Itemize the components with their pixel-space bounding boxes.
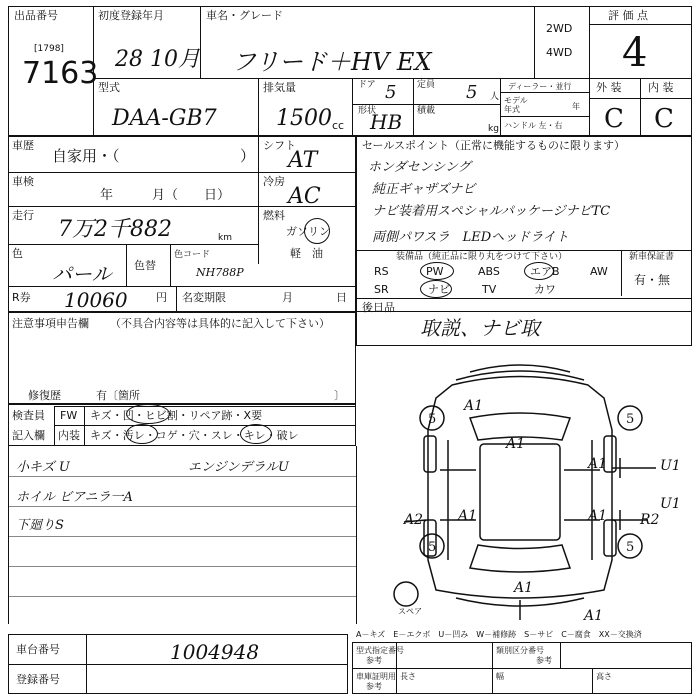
name-label: 車名・グレード (206, 9, 283, 22)
model-value: DAA-GB7 (112, 106, 217, 131)
lot-label: 出品番号 (14, 9, 58, 22)
fuel-label: 燃料 (263, 209, 285, 222)
fw-items: キズ・凹・ヒビ割・リペア跡・X要 (90, 409, 263, 422)
frame-label: 車台番号 (16, 643, 60, 656)
history-label: 車歴 (12, 139, 34, 152)
dmg-mark-a1-front: A1 (464, 398, 484, 414)
sales-line-4: 両側パワスラ LEDヘッドライト (372, 230, 569, 245)
notes-title: 注意事項申告欄 (12, 317, 89, 330)
equip-pw: PW (426, 265, 444, 278)
equip-tv: TV (482, 283, 497, 296)
sales-line-2: 純正ギャザズナビ (372, 182, 476, 197)
reg-value: 28 10月 (115, 47, 200, 72)
cap-label: 定員 (417, 80, 436, 90)
score-value: 4 (622, 30, 648, 76)
registration-label: 登録番号 (16, 673, 60, 686)
cap-unit: 人 (490, 92, 500, 102)
cert-label: 型式指定番号 (356, 646, 404, 655)
recycle-unit: 円 (156, 291, 167, 304)
equip-kawa: カワ (534, 283, 556, 296)
footer-divider-2 (492, 642, 493, 694)
notes-sub: （不具合内容等は具体的に記入して下さい） (110, 317, 330, 330)
repair-close: 〕 (334, 389, 345, 402)
equip-rs: RS (374, 265, 389, 278)
inspector-label-1: 検査員 (12, 409, 45, 422)
name-value: フリード＋HV EX (232, 48, 432, 76)
model-year-label: モデル年式 (504, 96, 528, 114)
dmg-mark-a1-right-rear: A1 (588, 508, 608, 524)
ac-value: AC (288, 184, 321, 209)
after-label: 後日品 (362, 301, 395, 314)
int-items-label: 内装 (58, 429, 80, 442)
fuel-gas: ガソリン (286, 225, 330, 238)
lot-sub: [1798] (34, 44, 64, 54)
ext-value: C (604, 104, 624, 134)
tire-mark-fr: 5 (626, 412, 635, 427)
dmg-mark-r2-right: R2 (640, 512, 660, 528)
disp-value: 1500 (276, 106, 332, 131)
score-label: 評 価 点 (608, 9, 648, 22)
dealer-label: ディーラー・並行 (508, 82, 572, 91)
hw-note-1: 小キズ U (16, 460, 70, 475)
cert-sub: 参考 (366, 656, 382, 665)
car-cert-sub: 参考 (366, 682, 382, 691)
footer-divider-3 (560, 642, 561, 668)
disp-label: 排気量 (263, 81, 296, 94)
color-value: パール (52, 262, 112, 286)
recycle-label: R券 (12, 291, 31, 304)
tire-mark-rr: 5 (626, 540, 635, 555)
int-label: 内 装 (648, 81, 674, 94)
mileage-value: 7万2千882 (58, 217, 172, 242)
color-code-value: NH788P (196, 266, 244, 279)
shape-value: HB (370, 110, 403, 134)
int-value: C (654, 104, 674, 134)
dmg-mark-u1-right-rear: U1 (660, 496, 681, 512)
width-label: 幅 (496, 672, 504, 681)
recycle-value: 10060 (64, 288, 128, 312)
equip-airb: エアB (530, 265, 560, 278)
repair-value: 有〔箇所 (96, 389, 140, 402)
load-label: 積載 (417, 106, 436, 116)
frame-value: 1004948 (170, 640, 260, 664)
inspection-label: 車検 (12, 175, 34, 188)
history-close: ） (240, 147, 256, 165)
equip-navi: ナビ (428, 283, 450, 296)
shift-label: シフト (263, 139, 296, 152)
length-label: 長さ (400, 672, 416, 681)
equip-sr: SR (374, 283, 389, 296)
hw-note-2: ホイル ビアニラ一A (16, 490, 133, 505)
disp-unit: cc (332, 119, 345, 132)
dmg-mark-a1-right-front: A1 (588, 456, 608, 472)
cap-value: 5 (466, 82, 478, 103)
new-car-value: 有・無 (634, 273, 671, 287)
name-change-month: 月 (282, 291, 293, 304)
load-unit: kg (488, 124, 499, 134)
spare-label: スペア (398, 607, 422, 616)
drive-2wd: 2WD (546, 22, 573, 35)
fw-label: FW (60, 409, 78, 422)
int-items: キズ・汚レ・コゲ・穴・スレ・キレ・破レ (90, 429, 299, 442)
dmg-mark-a1-rear: A1 (514, 580, 534, 596)
ext-label: 外 装 (596, 81, 622, 94)
door-label: ドア (358, 80, 376, 90)
footer-divider-4 (592, 668, 593, 694)
inspection-text: 年 月（ 日） (100, 188, 231, 203)
frame-mid-line (8, 664, 348, 665)
dmg-mark-u1-right-front: U1 (660, 458, 681, 474)
model-label: 型式 (98, 81, 120, 94)
tire-mark-rl: 5 (428, 540, 437, 555)
reg-label: 初度登録年月 (98, 9, 164, 22)
inspector-label-2: 記入欄 (12, 429, 45, 442)
mileage-unit: km (218, 233, 232, 243)
new-car-label: 新車保証書 (629, 252, 675, 262)
sales-title: セールスポイント（正常に機能するものに限ります） (362, 139, 626, 152)
history-value: 自家用・（ (52, 147, 120, 165)
name-change-label: 名変期限 (182, 291, 226, 304)
class-sub: 参考 (536, 656, 552, 665)
ac-label: 冷房 (263, 175, 285, 188)
sales-line-3: ナビ装着用スペシャルパッケージナビTC (372, 204, 611, 219)
equip-abs: ABS (478, 265, 500, 278)
hw-note-4: エンジンデラルU (188, 460, 289, 475)
color-label: 色 (12, 247, 23, 260)
mileage-label: 走行 (12, 209, 34, 222)
car-cert-label: 車庫証明用 (356, 672, 396, 681)
shape-label: 形状 (358, 106, 377, 116)
year-unit: 年 (572, 102, 580, 111)
class-label: 類別区分番号 (496, 646, 544, 655)
fuel-light: 軽 油 (290, 247, 323, 260)
tire-mark-fl: 5 (428, 412, 437, 427)
hw-note-3: 下廻りS (16, 518, 64, 533)
drive-4wd: 4WD (546, 46, 573, 59)
sales-line-1: ホンダセンシング (368, 160, 471, 175)
dmg-mark-a1-left-rear: A1 (458, 508, 478, 524)
color-code-label: 色コード (174, 250, 211, 260)
name-change-day: 日 (336, 291, 347, 304)
color-change-label: 色替 (134, 259, 156, 272)
shift-value: AT (288, 148, 318, 173)
repair-label: 修復歴 (28, 389, 61, 402)
footer-mid-line (352, 668, 692, 669)
handle-label: ハンドル 左・右 (504, 121, 563, 130)
dmg-mark-a2-left: A2 (404, 512, 424, 528)
after-value: 取説、ナビ取 (420, 316, 540, 340)
legend: A－キズ E－エクボ U－凹み W－補修跡 S－サビ C－腐食 XX－交換済 (356, 630, 642, 639)
door-value: 5 (385, 82, 397, 103)
dmg-mark-a1-bottom: A1 (584, 608, 604, 624)
frame-divider (86, 634, 87, 694)
equip-title: 装備品（純正品に限り丸をつけて下さい） (396, 252, 568, 262)
height-label: 高さ (596, 672, 612, 681)
dmg-mark-a1-windshield: A1 (506, 436, 526, 452)
equip-aw: AW (590, 265, 608, 278)
lot-number: 7163 (22, 56, 99, 91)
